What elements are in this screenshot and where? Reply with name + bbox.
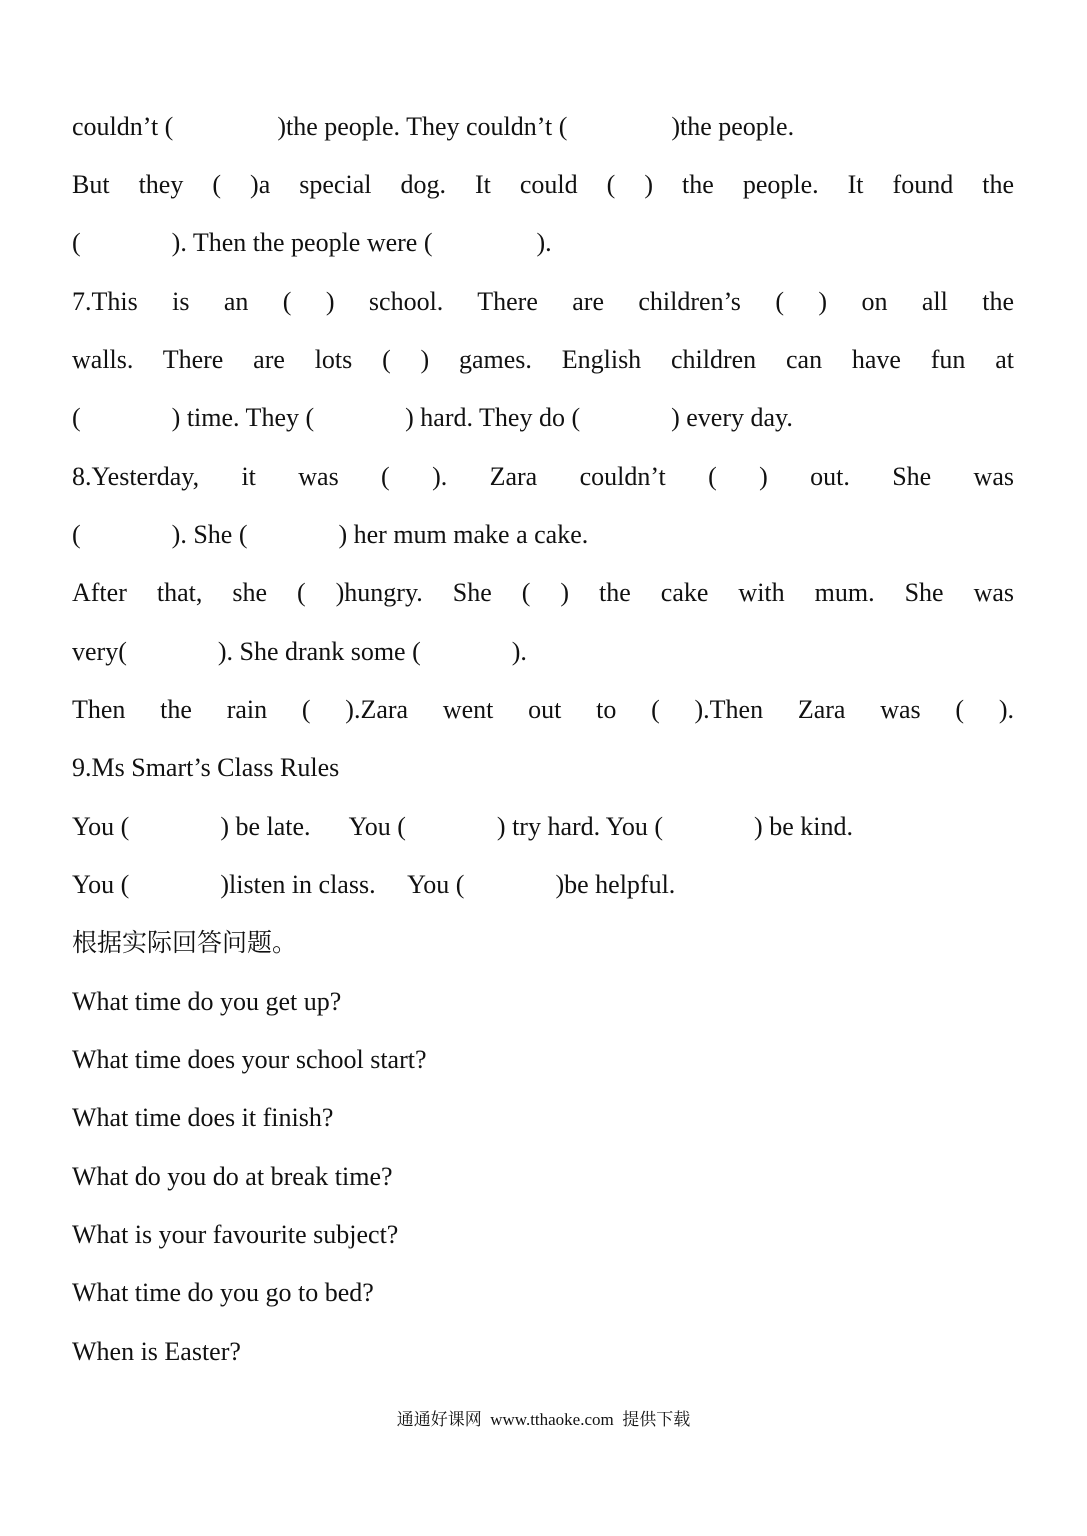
question-7: When is Easter? [72, 1337, 241, 1366]
text-line-9: After that, she ( )hungry. She ( ) the cake with mum. She was [72, 578, 1014, 607]
text-line-3: ( ). Then the people were ( ). [72, 228, 552, 257]
question-3: What time does it finish? [72, 1103, 334, 1132]
text-line-2: But they ( )a special dog. It could ( ) the people. It found the [72, 170, 1014, 199]
question-2: What time does your school start? [72, 1045, 427, 1074]
section-heading-class-rules: 9.Ms Smart’s Class Rules [72, 753, 340, 782]
text-line-1: couldn’t ( )the people. They couldn’t ( )the people. [72, 112, 795, 141]
text-line-11: Then the rain ( ).Zara went out to ( ).Then Zara was ( ). [72, 695, 1014, 724]
section-heading-questions: 根据实际回答问题。 [72, 928, 298, 957]
text-line-6: ( ) time. They ( ) hard. They do ( ) every day. [72, 403, 793, 432]
text-line-14: You ( )listen in class. You ( )be helpful. [72, 870, 676, 899]
text-line-13: You ( ) be late. You ( ) try hard. You ( ) be kind. [72, 812, 853, 841]
text-line-10: very( ). She drank some ( ). [72, 637, 527, 666]
question-4: What do you do at break time? [72, 1162, 393, 1191]
text-line-8: ( ). She ( ) her mum make a cake. [72, 520, 589, 549]
text-line-4: 7.This is an ( ) school. There are children’s ( ) on all the [72, 287, 1014, 316]
question-1: What time do you get up? [72, 987, 342, 1016]
question-5: What is your favourite subject? [72, 1220, 399, 1249]
page-footer: 通通好课网 www.tthaoke.com 提供下载 [396, 1410, 691, 1429]
text-line-7: 8.Yesterday, it was ( ). Zara couldn’t ( ) out. She was [72, 462, 1014, 491]
text-line-5: walls. There are lots ( ) games. English children can have fun at [72, 345, 1014, 374]
question-6: What time do you go to bed? [72, 1278, 374, 1307]
